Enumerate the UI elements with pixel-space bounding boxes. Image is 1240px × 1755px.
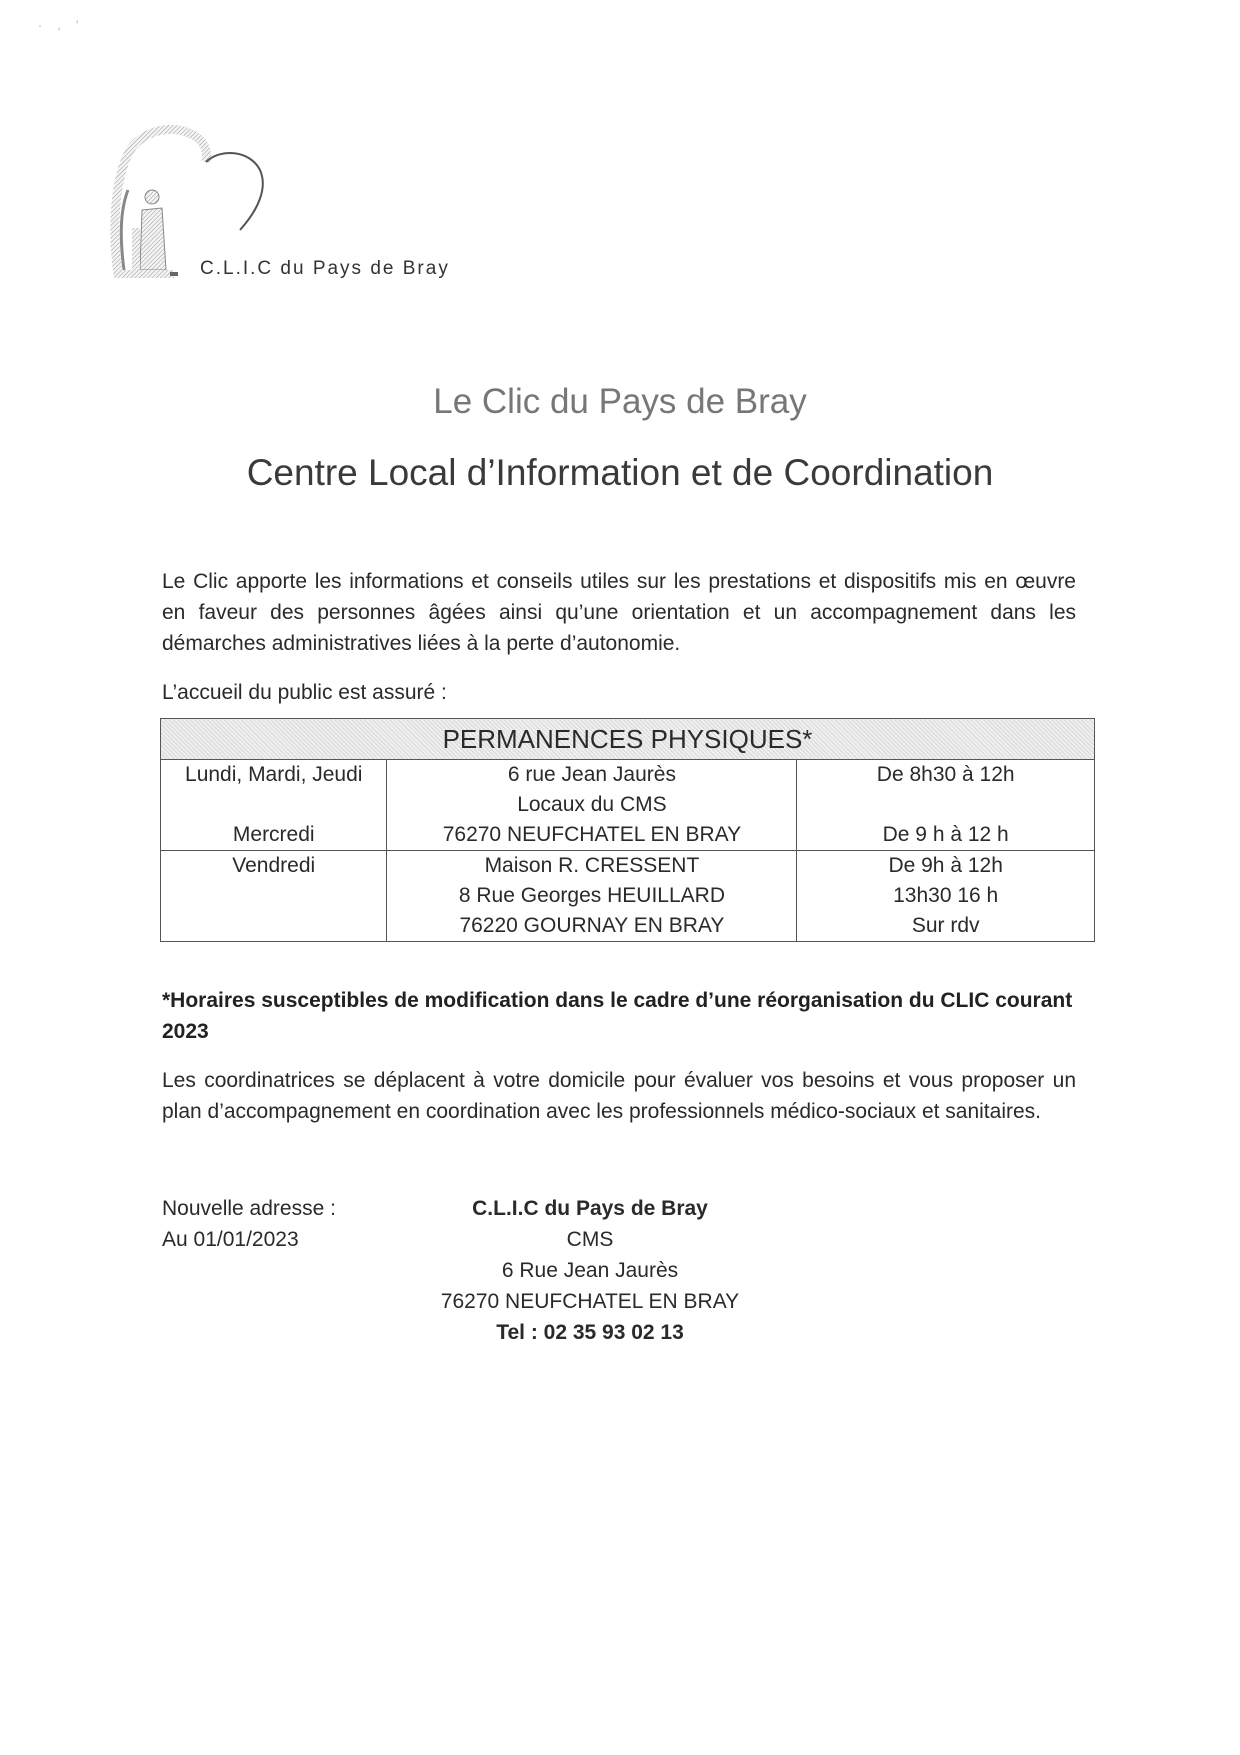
new-address-label <box>162 1193 336 1255</box>
accueil-paragraph: L’accueil du public est assuré : <box>162 681 447 704</box>
schedule-note: *Horaires susceptibles de modification dans le cadre d’une réorganisation du CLIC courant 2023 <box>162 989 1073 1043</box>
days-line: Mercredi <box>232 823 315 846</box>
address-line: Locaux du CMS <box>517 793 667 816</box>
permanences-table <box>160 718 1095 942</box>
days-line <box>161 911 386 941</box>
logo-text: C.L.I.C du Pays de Bray <box>200 258 450 279</box>
hours-line: De 8h30 à 12h <box>876 763 1015 786</box>
hours-line: De 9 h à 12 h <box>882 823 1009 846</box>
hours-cell <box>797 851 1095 942</box>
address-line: 76270 NEUFCHATEL EN BRAY <box>442 823 742 846</box>
hours-line <box>797 790 1094 820</box>
hours-line: De 9h à 12h <box>888 854 1003 877</box>
address-street: 6 Rue Jean Jaurès <box>501 1259 679 1282</box>
address-line: 76220 GOURNAY EN BRAY <box>459 914 725 937</box>
address-name: C.L.I.C du Pays de Bray <box>472 1197 708 1220</box>
address-phone: Tel : 02 35 93 02 13 <box>496 1321 684 1344</box>
days-cell <box>161 760 387 851</box>
days-line: Lundi, Mardi, Jeudi <box>185 763 363 786</box>
table-row <box>161 851 1095 942</box>
days-line: Vendredi <box>232 854 316 877</box>
address-city: 76270 NEUFCHATEL EN BRAY <box>440 1290 740 1313</box>
clic-logo <box>110 120 490 290</box>
days-cell <box>161 851 387 942</box>
hours-cell <box>797 760 1095 851</box>
new-address-block <box>440 1193 740 1348</box>
address-cell <box>387 851 797 942</box>
hours-line: Sur rdv <box>911 914 980 937</box>
address-building: CMS <box>566 1228 614 1251</box>
coordinatrices-paragraph: Les coordinatrices se déplacent à votre domicile pour évaluer vos besoins et vous proposer un plan d’accompagnement en coordination avec les professionnels médico-sociaux et sanitaires. <box>162 1069 1076 1123</box>
table-header: PERMANENCES PHYSIQUES* <box>161 719 1095 760</box>
days-line <box>161 881 386 911</box>
page-title: Le Clic du Pays de Bray <box>433 382 807 421</box>
address-cell <box>387 760 797 851</box>
scan-marks: · , ′ <box>38 18 85 32</box>
address-line: 8 Rue Georges HEUILLARD <box>458 884 725 907</box>
new-address-label-line: Nouvelle adresse : <box>162 1197 336 1220</box>
days-line <box>161 790 386 820</box>
address-line: Maison R. CRESSENT <box>484 854 700 877</box>
hours-line: 13h30 16 h <box>893 884 999 907</box>
page-subtitle: Centre Local d’Information et de Coordination <box>246 452 994 493</box>
intro-paragraph: Le Clic apporte les informations et conseils utiles sur les prestations et dispositifs mis en œuvre en faveur des personnes âgées ainsi qu’une orientation et un accompagnement dans les démarches administratives liées à la perte d’autonomie. <box>162 570 1076 655</box>
table-row <box>161 760 1095 851</box>
address-line: 6 rue Jean Jaurès <box>507 763 676 786</box>
new-address-date: Au 01/01/2023 <box>162 1228 299 1251</box>
